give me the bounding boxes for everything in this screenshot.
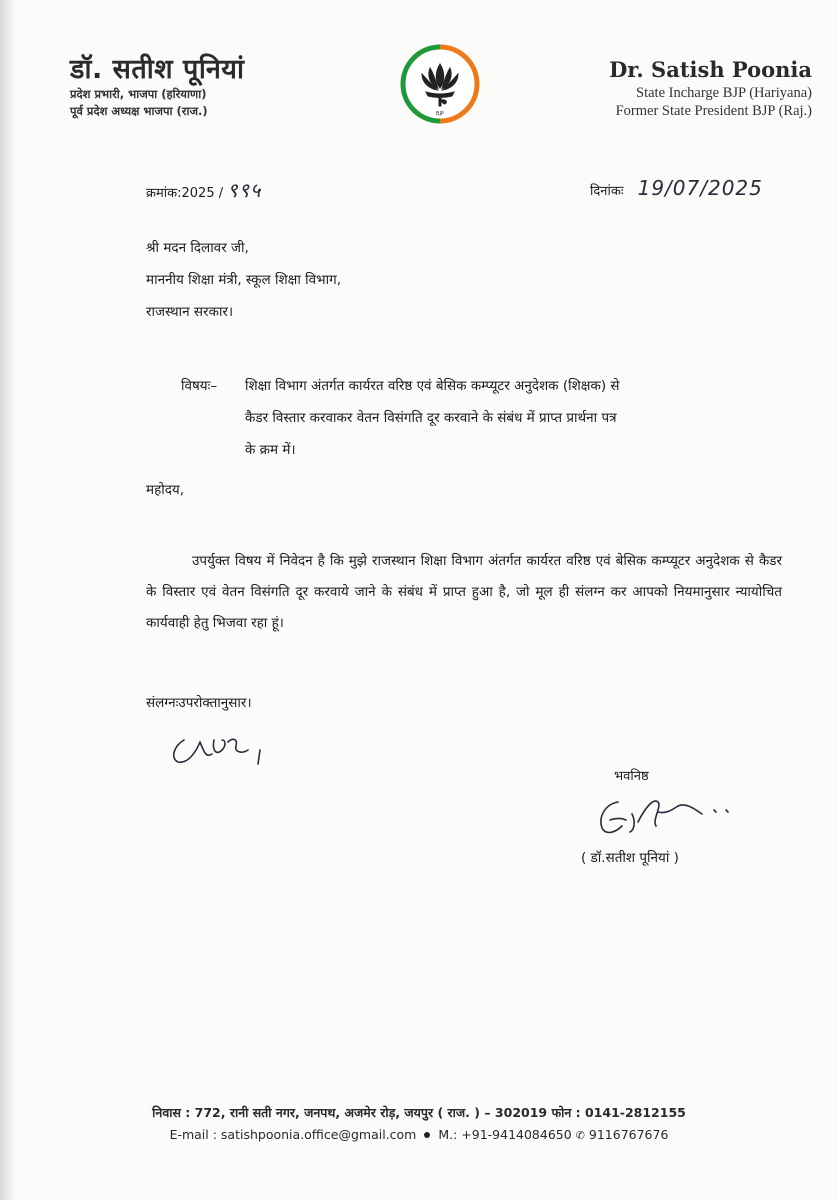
addressee-line-2: माननीय शिक्षा मंत्री, स्कूल शिक्षा विभाग,: [146, 272, 342, 288]
email-label: E-mail :: [169, 1127, 221, 1142]
letter-footer: [0, 1102, 838, 1147]
english-designation-1: State Incharge BJP (Hariyana): [636, 85, 812, 101]
subject-line-1: शिक्षा विभाग अंतर्गत कार्यरत वरिष्ठ एवं बेसिक कम्प्यूटर अनुदेशक (शिक्षक) से: [245, 378, 620, 394]
svg-text:BJP: BJP: [436, 111, 444, 117]
paper-edge-shadow: [0, 0, 14, 1200]
mobile-number: M.: +91-9414084650: [438, 1127, 572, 1142]
reference-year: 2025 /: [181, 186, 228, 201]
english-name: Dr. Satish Poonia: [609, 57, 812, 82]
addressee-block: [146, 232, 341, 328]
lotus-logo-icon: [400, 44, 480, 124]
footer-contact: [0, 1124, 838, 1147]
signatory-name: ( डॉ.सतीश पूनियां ): [581, 850, 679, 866]
footer-address: निवास : 772, रानी सती नगर, जनपथ, अजमेर रोड़, जयपुर ( राज. ) – 302019 फोन : 0141-2812155: [152, 1105, 686, 1120]
hindi-designation-2: पूर्व प्रदेश अध्यक्ष भाजपा (राज.): [70, 104, 208, 118]
letter-date: [590, 176, 763, 200]
subject-line-2: कैडर विस्तार करवाकर वेतन विसंगति दूर करवाने के संबंध में प्राप्त प्रार्थना पत्र: [245, 410, 617, 426]
subject-block: [181, 370, 781, 466]
english-designation-2: Former State President BJP (Raj.): [615, 103, 812, 119]
signature: [592, 792, 752, 842]
email-address: satishpoonia.office@gmail.com: [220, 1127, 417, 1142]
addressee-line-1: श्री मदन दिलावर जी,: [146, 240, 249, 256]
letterhead-english: [609, 56, 812, 120]
letterhead-hindi: [70, 54, 244, 120]
reference-number: [146, 176, 261, 203]
whatsapp-number: 9116767676: [588, 1127, 669, 1142]
whatsapp-icon: ✆: [575, 1129, 585, 1142]
salutation: महोदय,: [146, 482, 185, 498]
reference-handwritten-number: ९९५: [227, 178, 262, 202]
initials-signature: [166, 728, 276, 772]
closing-word: भवनिष्ठ: [614, 769, 649, 784]
subject-line-3: के क्रम में।: [245, 442, 296, 458]
enclosure-note: संलग्नःउपरोक्तानुसार।: [146, 695, 252, 711]
hindi-name: डॉ. सतीश पूनियां: [70, 54, 245, 85]
hindi-designation-1: प्रदेश प्रभारी, भाजपा (हरियाणा): [70, 87, 207, 101]
reference-label: क्रमांक:: [146, 186, 182, 201]
date-handwritten-value: 19/07/2025: [637, 176, 763, 200]
body-paragraph: उपर्युक्त विषय में निवेदन है कि मुझे राजस्थान शिक्षा विभाग अंतर्गत कार्यरत वरिष्ठ एवं बेसिक कम्प्यूटर अनुदेशक से कैडर के विस्तार एवं वेतन विसंगति दूर करवाये जाने के संबंध में प्राप्त हुआ है, जो मूल ही संलग्न कर आपको नियमानुसार न्यायोचित कार्यवाही हेतु भिजवा रहा हूं।: [146, 553, 782, 631]
bullet-icon: [424, 1132, 430, 1138]
addressee-line-3: राजस्थान सरकार।: [146, 304, 234, 320]
date-label: दिनांकः: [590, 184, 624, 199]
subject-label: विषयः–: [181, 378, 218, 394]
